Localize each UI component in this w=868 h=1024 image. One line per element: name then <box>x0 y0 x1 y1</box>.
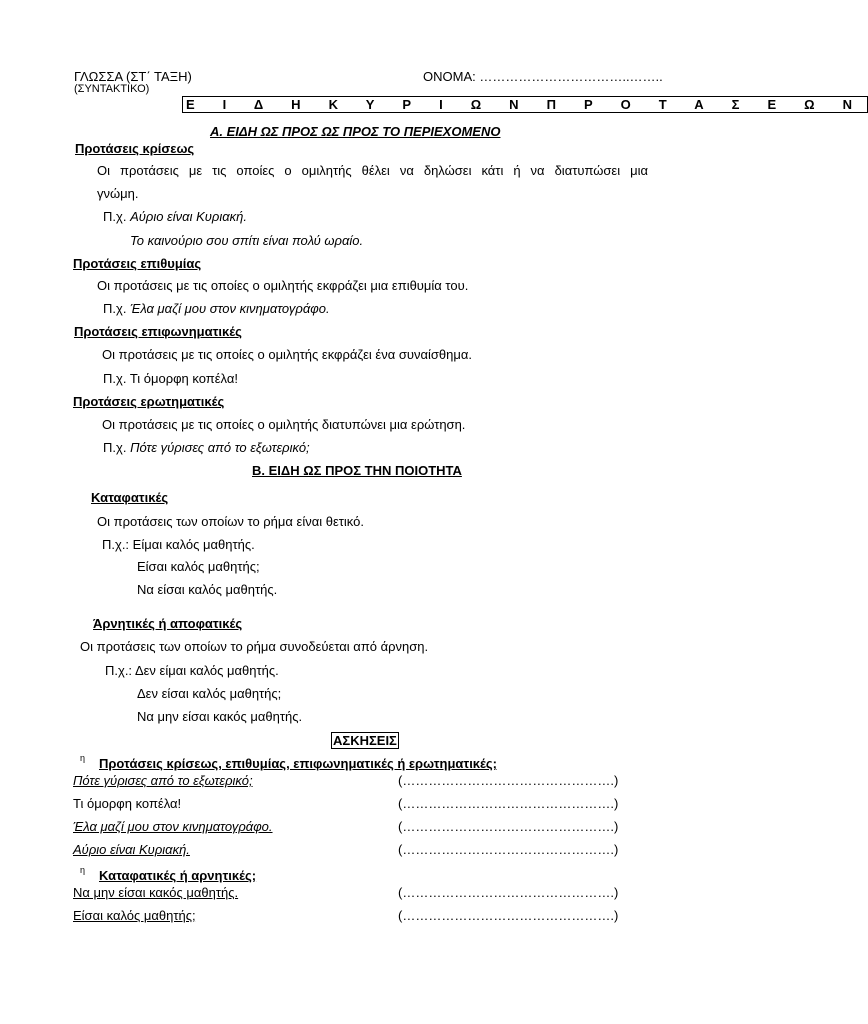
main-title: Ε Ι Δ Η Κ Υ Ρ Ι Ω Ν Π Ρ Ο Τ Α Σ Ε Ω Ν <box>182 96 868 113</box>
q1-item-1-blank[interactable]: (………………………………………….) <box>398 773 619 788</box>
example-text: Αύριο είναι Κυριακή. <box>130 209 247 224</box>
q1-item-4-blank[interactable]: (………………………………………….) <box>398 842 619 857</box>
q1-item-3-text: Έλα μαζί μου στον κινηματογράφο. <box>73 819 273 834</box>
q2-item-1-blank[interactable]: (………………………………………….) <box>398 885 619 900</box>
erotimatikes-heading: Προτάσεις ερωτηματικές <box>73 394 225 409</box>
erotimatikes-example <box>103 440 310 455</box>
erotimatikes-desc: Οι προτάσεις με τις οποίες ο ομιλητής διατυπώνει μια ερώτηση. <box>102 417 466 432</box>
name-field-label: ΟΝΟΜΑ: ……………………………..…….. <box>423 69 663 84</box>
arnitikes-example-3: Να μην είσαι κακός μαθητής. <box>137 709 303 724</box>
q1-heading: Προτάσεις κρίσεως, επιθυμίας, επιφωνηματικές ή ερωτηματικές; <box>99 756 498 771</box>
epithymias-heading: Προτάσεις επιθυμίας <box>73 256 202 271</box>
q2-item-1-text: Να μην είσαι κακός μαθητής. <box>73 885 239 900</box>
q1-item-1-text: Πότε γύρισες από το εξωτερικό; <box>73 773 253 788</box>
katafatikes-heading: Καταφατικές <box>91 490 169 505</box>
arnitikes-desc: Οι προτάσεις των οποίων το ρήμα συνοδεύεται από άρνηση. <box>80 639 429 654</box>
q1-item-4-text: Αύριο είναι Κυριακή. <box>73 842 190 857</box>
example-text: Πότε γύρισες από το εξωτερικό; <box>130 440 310 455</box>
katafatikes-example-2: Είσαι καλός μαθητής; <box>137 559 260 574</box>
q2-bullet: η <box>80 865 86 875</box>
q1-bullet: η <box>80 753 86 763</box>
q1-item-2-text: Τι όμορφη κοπέλα! <box>73 796 182 811</box>
krisews-example-1 <box>103 209 247 224</box>
section-a-title: Α. ΕΙΔΗ ΩΣ ΠΡΟΣ ΩΣ ΠΡΟΣ ΤΟ ΠΕΡΙΕΧΟΜΕΝΟ <box>210 124 501 139</box>
epithymias-desc: Οι προτάσεις με τις οποίες ο ομιλητής εκφράζει μια επιθυμία του. <box>97 278 469 293</box>
katafatikes-desc: Οι προτάσεις των οποίων το ρήμα είναι θετικό. <box>97 514 364 529</box>
example-prefix: Π.χ. <box>103 301 127 316</box>
krisews-desc-line2: γνώμη. <box>97 186 139 201</box>
arnitikes-example-2: Δεν είσαι καλός μαθητής; <box>137 686 282 701</box>
krisews-example-2: Το καινούριο σου σπίτι είναι πολύ ωραίο. <box>130 233 364 248</box>
example-prefix: Π.χ. <box>103 209 127 224</box>
section-b-title: Β. ΕΙΔΗ ΩΣ ΠΡΟΣ ΤΗΝ ΠΟΙΟΤΗΤΑ <box>252 463 462 478</box>
q2-item-2-text: Είσαι καλός μαθητής; <box>73 908 196 923</box>
exercises-title: ΑΣΚΗΣΕΙΣ <box>333 733 397 748</box>
krisews-desc-line1: Οι προτάσεις με τις οποίες ο ομιλητής θέλει να δηλώσει κάτι ή να διατυπώσει μια <box>97 163 648 178</box>
syntax-label: (ΣΥΝΤΑΚΤΙΚΟ) <box>74 83 150 95</box>
q2-item-2-blank[interactable]: (………………………………………….) <box>398 908 619 923</box>
katafatikes-example-3: Να είσαι καλός μαθητής. <box>137 582 278 597</box>
arnitikes-heading: Άρνητικές ή αποφατικές <box>93 616 243 631</box>
epifonimatikes-heading: Προτάσεις επιφωνηματικές <box>74 324 242 339</box>
epifonimatikes-example: Π.χ. Τι όμορφη κοπέλα! <box>103 371 238 386</box>
example-text: Έλα μαζί μου στον κινηματογράφο. <box>130 301 330 316</box>
arnitikes-example-1: Π.χ.: Δεν είμαι καλός μαθητής. <box>105 663 279 678</box>
katafatikes-example-1: Π.χ.: Είμαι καλός μαθητής. <box>102 537 255 552</box>
example-prefix: Π.χ. <box>103 440 127 455</box>
q2-heading: Καταφατικές ή αρνητικές; <box>99 868 257 883</box>
epithymias-example <box>103 301 330 316</box>
q1-item-3-blank[interactable]: (………………………………………….) <box>398 819 619 834</box>
krisews-heading: Προτάσεις κρίσεως <box>75 141 195 156</box>
epifonimatikes-desc: Οι προτάσεις με τις οποίες ο ομιλητής εκφράζει ένα συναίσθημα. <box>102 347 472 362</box>
q1-item-2-blank[interactable]: (………………………………………….) <box>398 796 619 811</box>
subject-label: ΓΛΩΣΣΑ (ΣΤ΄ ΤΑΞΗ) <box>74 69 192 84</box>
